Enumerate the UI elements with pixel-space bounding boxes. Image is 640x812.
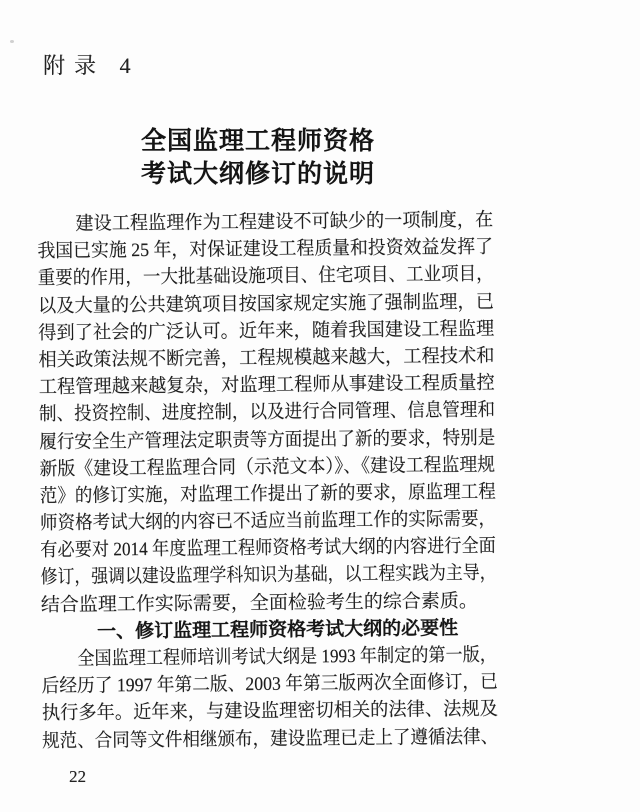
body-text-line: 重要的作用，一大批基础设施项目、住宅项目、工业项目，: [37, 263, 494, 290]
body-text-line: 执行多年。近年来，与建设监理密切相关的法律、法规及: [41, 698, 498, 725]
body-text-line: 新版《建设工程监理合同（示范文本）》、《建设工程监理规: [39, 454, 496, 480]
body-text-line: 结合监理工作实际需要，全面检验考生的综合素质。: [40, 590, 478, 616]
body-text-line: 建设工程监理作为工程建设不可缺少的一项制度，在: [75, 209, 494, 235]
body-text-line: 我国已实施 25 年，对保证建设工程质量和投资效益发挥了: [37, 236, 494, 263]
body-text-line: 师资格考试大纲的内容已不适应当前监理工作的实际需要，: [39, 508, 497, 535]
document-title: [37, 125, 479, 191]
body-text-line: 工程管理越来越复杂，对监理工程师从事建设工程质量控: [38, 372, 495, 399]
body-text-line: 规范、合同等文件相继颁布，建设监理已走上了遵循法律、: [41, 726, 499, 752]
appendix-label: 附录 4: [43, 53, 140, 78]
body-text-line: 得到了社会的广泛认可。近年来，随着我国建设工程监理: [38, 318, 495, 344]
body-text-line: 制、投资控制、进度控制，以及进行合同管理、信息管理和: [38, 399, 496, 426]
page-number: 22: [69, 767, 86, 786]
body-text-line: 以及大量的公共建筑项目按国家规定实施了强制监理，已: [37, 291, 495, 317]
section-heading: 一、修订监理工程师资格考试大纲的必要性: [96, 617, 459, 643]
document-title-line-2: 考试大纲修订的说明: [140, 160, 375, 188]
body-text-line: 全国监理工程师培训考试大纲是 1993 年制定的第一版，: [77, 644, 497, 670]
body-text-line: 后经历了 1997 年第二版、2003 年第三版两次全面修订，已: [41, 671, 498, 698]
body-text-line: 履行安全生产管理法定职责等方面提出了新的要求，特别是: [39, 427, 496, 453]
body-text-line: 相关政策法规不断完善，工程规模越来越大，工程技术和: [38, 345, 495, 371]
body-text-line: 有必要对 2014 年度监理工程师资格考试大纲的内容进行全面: [40, 535, 496, 562]
scan-artifact-speck: [10, 40, 14, 43]
body-text-line: 范》的修订实施，对监理工作提出了新的要求，原监理工程: [39, 481, 496, 507]
body-text-block: [37, 207, 498, 755]
body-text-line: 修订，强调以建设监理学科知识为基础，以工程实践为主导，: [40, 563, 497, 589]
document-title-line-1: 全国监理工程师资格: [140, 127, 375, 155]
